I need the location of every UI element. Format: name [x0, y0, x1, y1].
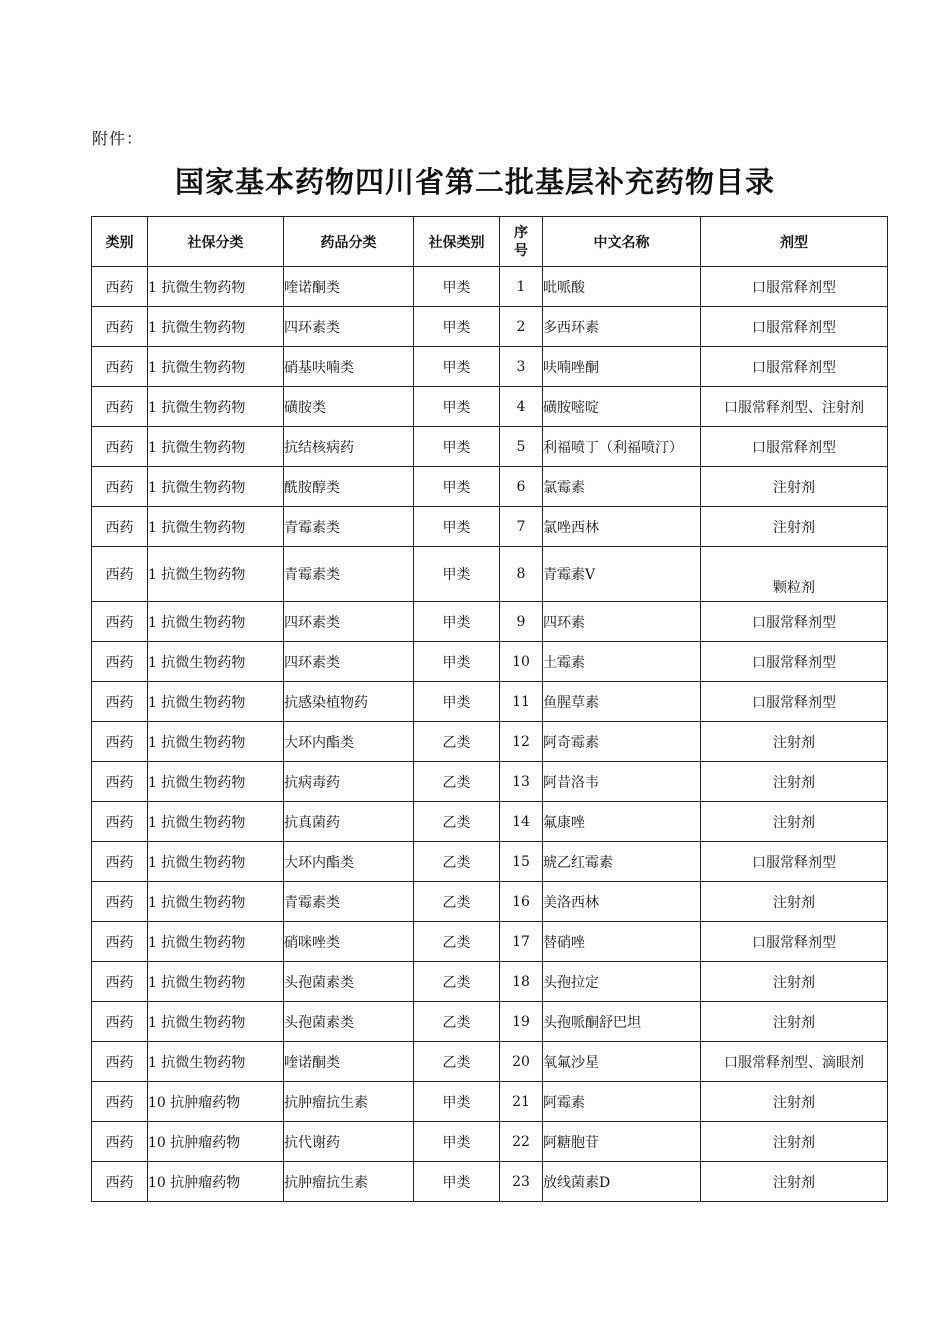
category-cell: 西药	[92, 682, 148, 722]
dosage-form-cell: 颗粒剂	[701, 547, 888, 602]
insurance-type-cell: 甲类	[414, 1162, 500, 1202]
column-header-drug-class: 药品分类	[284, 217, 414, 267]
chinese-name-cell: 放线菌素D	[543, 1162, 701, 1202]
seq-header-line-2: 号	[514, 242, 528, 259]
insurance-class-cell: 1 抗微生物药物	[148, 642, 284, 682]
attachment-label: 附件：	[92, 129, 144, 148]
table-row	[92, 1042, 888, 1082]
column-header-dosage-form: 剂型	[701, 217, 888, 267]
chinese-name-cell: 氯霉素	[543, 467, 701, 507]
dosage-form-cell: 注射剂	[701, 802, 888, 842]
chinese-name-cell: 土霉素	[543, 642, 701, 682]
category-cell: 西药	[92, 1162, 148, 1202]
category-cell: 西药	[92, 547, 148, 602]
insurance-class-cell: 1 抗微生物药物	[148, 762, 284, 802]
insurance-type-cell: 乙类	[414, 882, 500, 922]
drug-class-cell: 抗感染植物药	[284, 682, 414, 722]
chinese-name-cell: 氧氟沙星	[543, 1042, 701, 1082]
dosage-form-cell: 口服常释剂型	[701, 682, 888, 722]
insurance-class-cell: 1 抗微生物药物	[148, 882, 284, 922]
insurance-class-cell: 10 抗肿瘤药物	[148, 1122, 284, 1162]
drug-class-cell: 抗病毒药	[284, 762, 414, 802]
chinese-name-cell: 美洛西林	[543, 882, 701, 922]
seq-cell: 17	[500, 922, 543, 962]
seq-cell: 11	[500, 682, 543, 722]
insurance-type-cell: 乙类	[414, 1042, 500, 1082]
category-cell: 西药	[92, 1042, 148, 1082]
chinese-name-cell: 头孢拉定	[543, 962, 701, 1002]
chinese-name-cell: 青霉素V	[543, 547, 701, 602]
seq-cell: 1	[500, 267, 543, 307]
chinese-name-cell: 阿昔洛韦	[543, 762, 701, 802]
seq-cell: 5	[500, 427, 543, 467]
insurance-class-cell: 1 抗微生物药物	[148, 1002, 284, 1042]
drug-class-cell: 四环素类	[284, 642, 414, 682]
table-row	[92, 1162, 888, 1202]
insurance-class-cell: 10 抗肿瘤药物	[148, 1162, 284, 1202]
insurance-class-cell: 1 抗微生物药物	[148, 602, 284, 642]
seq-cell: 21	[500, 1082, 543, 1122]
insurance-type-cell: 甲类	[414, 602, 500, 642]
column-header-category: 类别	[92, 217, 148, 267]
drug-class-cell: 磺胺类	[284, 387, 414, 427]
category-cell: 西药	[92, 1122, 148, 1162]
chinese-name-cell: 呋喃唑酮	[543, 347, 701, 387]
insurance-class-cell: 1 抗微生物药物	[148, 922, 284, 962]
category-cell: 西药	[92, 347, 148, 387]
category-cell: 西药	[92, 802, 148, 842]
drug-class-cell: 抗肿瘤抗生素	[284, 1082, 414, 1122]
insurance-type-cell: 甲类	[414, 427, 500, 467]
table-row	[92, 922, 888, 962]
table-header-row	[92, 217, 888, 267]
dosage-form-cell: 口服常释剂型	[701, 427, 888, 467]
chinese-name-cell: 阿奇霉素	[543, 722, 701, 762]
dosage-form-cell: 口服常释剂型	[701, 842, 888, 882]
chinese-name-cell: 阿糖胞苷	[543, 1122, 701, 1162]
column-header-insurance-type: 社保类别	[414, 217, 500, 267]
dosage-form-cell: 注射剂	[701, 1122, 888, 1162]
insurance-type-cell: 甲类	[414, 347, 500, 387]
column-header-chinese-name: 中文名称	[543, 217, 701, 267]
seq-cell: 22	[500, 1122, 543, 1162]
column-header-insurance-class: 社保分类	[148, 217, 284, 267]
seq-cell: 23	[500, 1162, 543, 1202]
chinese-name-cell: 氟康唑	[543, 802, 701, 842]
table-row	[92, 1122, 888, 1162]
dosage-form-cell: 口服常释剂型	[701, 347, 888, 387]
insurance-class-cell: 10 抗肿瘤药物	[148, 1082, 284, 1122]
seq-cell: 8	[500, 547, 543, 602]
dosage-form-cell: 口服常释剂型	[701, 602, 888, 642]
table-row	[92, 547, 888, 602]
category-cell: 西药	[92, 922, 148, 962]
dosage-form-cell: 注射剂	[701, 882, 888, 922]
table-row	[92, 682, 888, 722]
table-row	[92, 387, 888, 427]
insurance-type-cell: 甲类	[414, 1082, 500, 1122]
chinese-name-cell: 氯唑西林	[543, 507, 701, 547]
drug-class-cell: 四环素类	[284, 602, 414, 642]
table-row	[92, 427, 888, 467]
insurance-class-cell: 1 抗微生物药物	[148, 547, 284, 602]
seq-cell: 16	[500, 882, 543, 922]
seq-cell: 15	[500, 842, 543, 882]
drug-class-cell: 大环内酯类	[284, 842, 414, 882]
chinese-name-cell: 鱼腥草素	[543, 682, 701, 722]
insurance-type-cell: 甲类	[414, 507, 500, 547]
dosage-form-cell: 注射剂	[701, 762, 888, 802]
chinese-name-cell: 替硝唑	[543, 922, 701, 962]
insurance-class-cell: 1 抗微生物药物	[148, 467, 284, 507]
category-cell: 西药	[92, 267, 148, 307]
drug-class-cell: 四环素类	[284, 307, 414, 347]
table-row	[92, 962, 888, 1002]
insurance-class-cell: 1 抗微生物药物	[148, 347, 284, 387]
chinese-name-cell: 多西环素	[543, 307, 701, 347]
seq-header-line-1: 序	[514, 224, 528, 241]
drug-class-cell: 抗结核病药	[284, 427, 414, 467]
column-header-seq	[500, 217, 543, 267]
table-row	[92, 882, 888, 922]
table-row	[92, 347, 888, 387]
chinese-name-cell: 磺胺嘧啶	[543, 387, 701, 427]
category-cell: 西药	[92, 507, 148, 547]
seq-cell: 12	[500, 722, 543, 762]
table-row	[92, 722, 888, 762]
insurance-type-cell: 乙类	[414, 922, 500, 962]
chinese-name-cell: 吡哌酸	[543, 267, 701, 307]
category-cell: 西药	[92, 842, 148, 882]
category-cell: 西药	[92, 722, 148, 762]
chinese-name-cell: 四环素	[543, 602, 701, 642]
insurance-type-cell: 甲类	[414, 642, 500, 682]
dosage-form-cell: 注射剂	[701, 962, 888, 1002]
table-body	[92, 267, 888, 1202]
chinese-name-cell: 阿霉素	[543, 1082, 701, 1122]
table-row	[92, 602, 888, 642]
category-cell: 西药	[92, 427, 148, 467]
category-cell: 西药	[92, 602, 148, 642]
drug-class-cell: 大环内酯类	[284, 722, 414, 762]
seq-cell: 4	[500, 387, 543, 427]
dosage-form-cell: 口服常释剂型	[701, 642, 888, 682]
table-row	[92, 1002, 888, 1042]
chinese-name-cell: 琥乙红霉素	[543, 842, 701, 882]
category-cell: 西药	[92, 467, 148, 507]
insurance-class-cell: 1 抗微生物药物	[148, 842, 284, 882]
seq-cell: 20	[500, 1042, 543, 1082]
insurance-type-cell: 乙类	[414, 802, 500, 842]
insurance-type-cell: 甲类	[414, 387, 500, 427]
seq-cell: 9	[500, 602, 543, 642]
drug-class-cell: 青霉素类	[284, 882, 414, 922]
category-cell: 西药	[92, 1002, 148, 1042]
drug-class-cell: 喹诺酮类	[284, 267, 414, 307]
seq-cell: 2	[500, 307, 543, 347]
category-cell: 西药	[92, 762, 148, 802]
drug-class-cell: 酰胺醇类	[284, 467, 414, 507]
category-cell: 西药	[92, 1082, 148, 1122]
seq-cell: 6	[500, 467, 543, 507]
dosage-form-cell: 口服常释剂型	[701, 922, 888, 962]
insurance-type-cell: 甲类	[414, 682, 500, 722]
drug-class-cell: 抗真菌药	[284, 802, 414, 842]
seq-cell: 3	[500, 347, 543, 387]
insurance-class-cell: 1 抗微生物药物	[148, 507, 284, 547]
seq-cell: 18	[500, 962, 543, 1002]
drug-class-cell: 硝咪唑类	[284, 922, 414, 962]
dosage-form-cell: 注射剂	[701, 507, 888, 547]
insurance-type-cell: 甲类	[414, 1122, 500, 1162]
dosage-form-cell: 口服常释剂型	[701, 267, 888, 307]
category-cell: 西药	[92, 962, 148, 1002]
dosage-form-cell: 口服常释剂型、滴眼剂	[701, 1042, 888, 1082]
table-row	[92, 762, 888, 802]
drug-class-cell: 抗肿瘤抗生素	[284, 1162, 414, 1202]
dosage-form-cell: 注射剂	[701, 1162, 888, 1202]
insurance-type-cell: 乙类	[414, 842, 500, 882]
drug-class-cell: 头孢菌素类	[284, 962, 414, 1002]
insurance-class-cell: 1 抗微生物药物	[148, 427, 284, 467]
table-row	[92, 507, 888, 547]
insurance-class-cell: 1 抗微生物药物	[148, 267, 284, 307]
drug-class-cell: 硝基呋喃类	[284, 347, 414, 387]
drug-class-cell: 青霉素类	[284, 507, 414, 547]
insurance-type-cell: 乙类	[414, 762, 500, 802]
drug-class-cell: 头孢菌素类	[284, 1002, 414, 1042]
document-title: 国家基本药物四川省第二批基层补充药物目录	[174, 165, 775, 199]
insurance-class-cell: 1 抗微生物药物	[148, 722, 284, 762]
insurance-class-cell: 1 抗微生物药物	[148, 682, 284, 722]
category-cell: 西药	[92, 642, 148, 682]
drug-class-cell: 抗代谢药	[284, 1122, 414, 1162]
table-row	[92, 267, 888, 307]
dosage-form-cell: 注射剂	[701, 1002, 888, 1042]
dosage-form-cell: 口服常释剂型、注射剂	[701, 387, 888, 427]
drug-catalog-table	[91, 216, 888, 1202]
dosage-form-cell: 注射剂	[701, 1082, 888, 1122]
insurance-type-cell: 甲类	[414, 467, 500, 507]
insurance-class-cell: 1 抗微生物药物	[148, 802, 284, 842]
dosage-form-cell: 注射剂	[701, 467, 888, 507]
chinese-name-cell: 头孢哌酮舒巴坦	[543, 1002, 701, 1042]
insurance-class-cell: 1 抗微生物药物	[148, 387, 284, 427]
seq-cell: 7	[500, 507, 543, 547]
drug-class-cell: 喹诺酮类	[284, 1042, 414, 1082]
insurance-type-cell: 甲类	[414, 547, 500, 602]
insurance-type-cell: 乙类	[414, 962, 500, 1002]
insurance-class-cell: 1 抗微生物药物	[148, 962, 284, 1002]
drug-class-cell: 青霉素类	[284, 547, 414, 602]
insurance-class-cell: 1 抗微生物药物	[148, 1042, 284, 1082]
table-row	[92, 802, 888, 842]
seq-cell: 10	[500, 642, 543, 682]
table-row	[92, 1082, 888, 1122]
table-row	[92, 467, 888, 507]
category-cell: 西药	[92, 387, 148, 427]
seq-cell: 14	[500, 802, 543, 842]
insurance-type-cell: 乙类	[414, 722, 500, 762]
table-row	[92, 307, 888, 347]
table-row	[92, 642, 888, 682]
insurance-class-cell: 1 抗微生物药物	[148, 307, 284, 347]
dosage-form-cell: 注射剂	[701, 722, 888, 762]
category-cell: 西药	[92, 882, 148, 922]
seq-cell: 13	[500, 762, 543, 802]
dosage-form-cell: 口服常释剂型	[701, 307, 888, 347]
insurance-type-cell: 乙类	[414, 1002, 500, 1042]
insurance-type-cell: 甲类	[414, 267, 500, 307]
table-row	[92, 842, 888, 882]
chinese-name-cell: 利福喷丁（利福喷汀）	[543, 427, 701, 467]
seq-cell: 19	[500, 1002, 543, 1042]
category-cell: 西药	[92, 307, 148, 347]
insurance-type-cell: 甲类	[414, 307, 500, 347]
